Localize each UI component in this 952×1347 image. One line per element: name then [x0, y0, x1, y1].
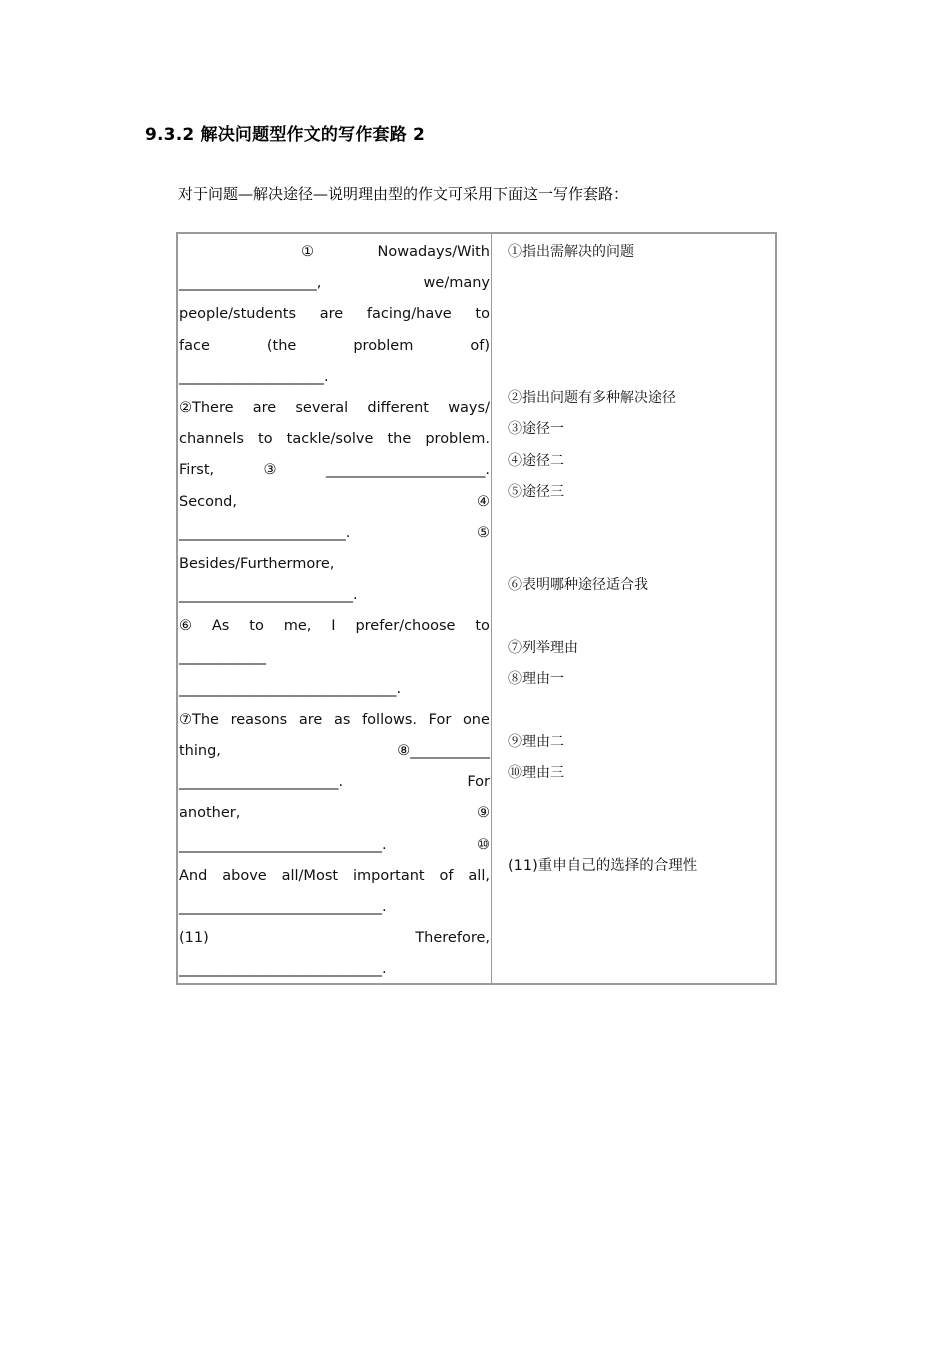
template-word: face — [179, 337, 210, 354]
template-word: important — [352, 867, 425, 884]
template-word: ____________________________. — [179, 836, 387, 853]
template-word: facing/have — [366, 306, 452, 323]
template-word: to — [249, 618, 264, 635]
template-word: ④ — [477, 493, 490, 510]
note-item: ③途径一 — [508, 421, 564, 437]
template-word: ____________________________. — [179, 961, 387, 978]
note-item: (11)重申自己的选择的合理性 — [508, 858, 698, 874]
template-column — [179, 237, 490, 986]
template-word: (the — [266, 337, 297, 354]
template-word: problem — [353, 337, 414, 354]
template-line — [179, 954, 490, 985]
section-heading: 9.3.2 解决问题型作文的写作套路 2 — [145, 125, 426, 145]
template-word: ____________ — [179, 649, 266, 666]
template-word: all/Most — [281, 867, 339, 884]
template-word: the — [387, 431, 412, 448]
template-line — [179, 923, 490, 954]
template-word: ____________________________. — [179, 898, 387, 915]
template-line — [179, 705, 490, 736]
template-line — [179, 268, 490, 299]
template-word: people/students — [179, 306, 297, 323]
template-word: to — [475, 306, 490, 323]
template-word: prefer/choose — [355, 618, 456, 635]
template-word: ____________________. — [179, 368, 329, 385]
template-word: to — [258, 431, 273, 448]
template-word: And — [179, 867, 208, 884]
note-item: ⑩理由三 — [508, 765, 564, 781]
template-word: of) — [470, 337, 490, 354]
template-line — [179, 299, 490, 330]
template-word: follows. — [362, 711, 417, 728]
template-word: to — [475, 618, 490, 635]
template-word: ______________________________. — [179, 680, 402, 697]
template-word: ⑤ — [477, 524, 490, 541]
template-word: ________________________. — [179, 587, 358, 604]
template-line — [179, 674, 490, 705]
template-word: ⑩ — [477, 836, 490, 853]
template-word: one — [462, 711, 490, 728]
template-word: ⑨ — [477, 805, 490, 822]
template-line — [179, 518, 490, 549]
template-word: are — [298, 711, 323, 728]
template-line — [179, 611, 490, 642]
template-word: ⑦The — [179, 711, 219, 728]
template-word: are — [319, 306, 344, 323]
template-word: thing, — [179, 743, 221, 759]
note-item: ④途径二 — [508, 453, 564, 469]
template-word: Therefore, — [415, 930, 490, 947]
note-item: ⑧理由一 — [508, 671, 564, 687]
template-word: of — [439, 867, 454, 884]
note-item: ⑦列举理由 — [508, 640, 578, 656]
intro-paragraph: 对于问题—解决途径—说明理由型的作文可采用下面这一写作套路： — [178, 185, 629, 203]
template-line — [179, 861, 490, 892]
template-line — [179, 767, 490, 798]
template-line — [179, 798, 490, 829]
template-word: Nowadays/With — [377, 244, 490, 260]
template-word: For — [428, 711, 452, 728]
template-word: I — [331, 618, 336, 635]
template-line — [179, 642, 490, 673]
template-line — [179, 487, 490, 518]
template-word: ______________________. — [179, 774, 344, 791]
template-line — [179, 393, 490, 424]
template-word: above — [222, 867, 267, 884]
template-word: ______________________. — [325, 462, 490, 479]
template-line — [179, 549, 490, 580]
template-word: tackle/solve — [286, 431, 374, 448]
template-word: channels — [179, 431, 244, 448]
template-line — [179, 237, 490, 268]
note-item: ①指出需解决的问题 — [508, 244, 634, 260]
template-word: as — [333, 711, 351, 728]
template-word: are — [252, 399, 277, 416]
template-word: ① — [301, 244, 314, 260]
template-word: problem. — [425, 431, 490, 448]
template-line — [179, 736, 490, 767]
note-item: ⑤途径三 — [508, 484, 564, 500]
template-line — [179, 331, 490, 362]
template-word: ②There — [179, 399, 234, 416]
template-word: several — [295, 399, 349, 416]
template-word: ___________________, — [179, 275, 322, 292]
template-word: As — [211, 618, 230, 635]
template-word: reasons — [230, 711, 288, 728]
template-word: me, — [283, 618, 312, 635]
template-word: First, — [179, 462, 215, 479]
template-line — [179, 362, 490, 393]
template-word: different — [367, 399, 429, 416]
template-line — [179, 830, 490, 861]
writing-template-table — [176, 232, 777, 985]
template-word: all, — [468, 867, 490, 884]
note-item: ②指出问题有多种解决途径 — [508, 390, 676, 406]
note-item: ⑨理由二 — [508, 734, 564, 750]
template-word: we/many — [423, 275, 490, 292]
column-divider — [491, 234, 492, 983]
template-word: Second, — [179, 493, 237, 510]
template-word: ways/ — [448, 399, 490, 416]
template-word: ⑧___________ — [397, 743, 490, 759]
template-word: ③ — [263, 462, 277, 479]
template-word: another, — [179, 805, 241, 822]
template-line — [179, 892, 490, 923]
template-word: Besides/Furthermore, — [179, 555, 335, 572]
template-line — [179, 424, 490, 455]
template-line — [179, 455, 490, 486]
template-word: ⑥ — [179, 618, 192, 635]
template-word: (11) — [179, 930, 209, 947]
template-line — [179, 580, 490, 611]
template-word: For — [467, 774, 490, 791]
template-word: _______________________. — [179, 524, 351, 541]
note-item: ⑥表明哪种途径适合我 — [508, 577, 648, 593]
